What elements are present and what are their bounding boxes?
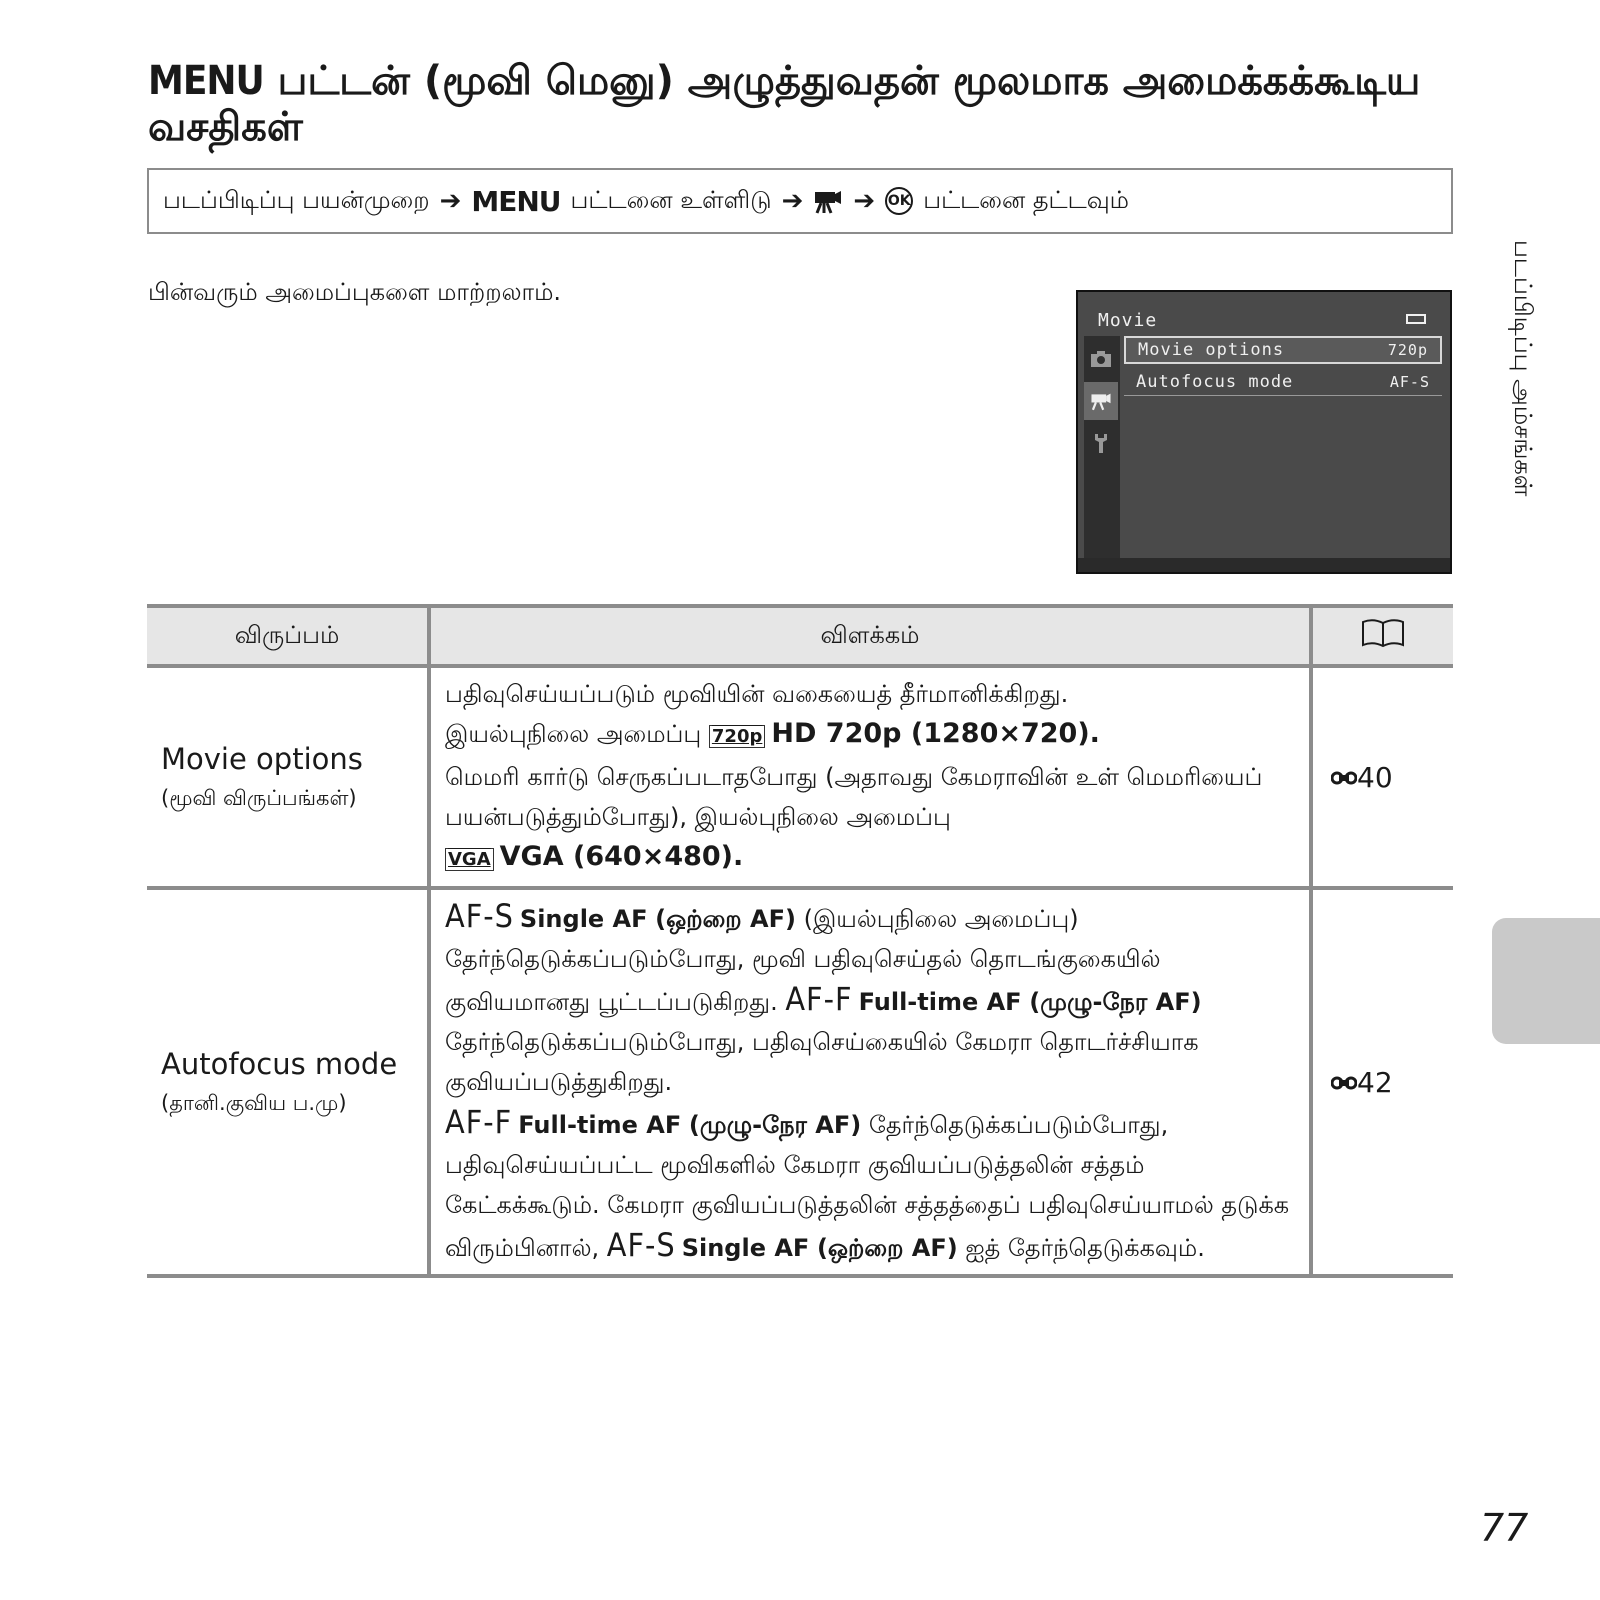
desc-bold: Full-time AF (858, 988, 1022, 1016)
nav-step-shooting-mode: படப்பிடிப்பு பயன்முறை (163, 185, 430, 214)
table-header-row (147, 606, 1453, 666)
ok-button-icon: OK (885, 187, 913, 215)
desc-paragraph (445, 896, 1299, 1102)
reference-link-icon (1331, 1066, 1357, 1099)
vga-icon: VGA (445, 848, 494, 871)
camera-menu-row-label: Autofocus mode (1136, 371, 1294, 392)
af-s-icon: AF-S (445, 897, 514, 935)
table-row (147, 888, 1453, 1276)
desc-text: (இயல்புநிலை அமைப்பு) (803, 905, 1079, 933)
header-option: விருப்பம் (147, 606, 429, 666)
page-title (148, 58, 1438, 150)
camera-menu-title: Movie (1098, 310, 1158, 331)
option-name: Autofocus mode (161, 1046, 398, 1081)
hd720-icon: 720p (709, 725, 765, 748)
desc-text: தேர்ந்தெடுக்கப்படும்போது, பதிவுசெய்யப்பட்ட மூவிகளில் கேமரா குவியப்படுத்தலின் சத்தம் கேட்கக்கூடும். கேமரா குவியப்படுத்தலின் சத்தத்தைப் பதிவுசெய்யாமல் தடுக்க விரும்பினால், (445, 1111, 1290, 1262)
shooting-menu-tab-icon (1084, 340, 1118, 378)
battery-icon (1406, 314, 1426, 324)
description-cell (429, 888, 1311, 1276)
af-s-icon: AF-S (606, 1226, 676, 1264)
desc-bold: Single AF (519, 905, 648, 933)
desc-line: மெமரி கார்டு செருகப்படாதபோது (அதாவது கேமராவின் உள் மெமரியைப் பயன்படுத்தும்போது), இயல்புநிலை அமைப்பு (445, 763, 1263, 831)
title-text: பட்டன் (மூவி மெனு) அழுத்துவதன் மூலமாக அமைக்கக்கூடிய வசதிகள் (148, 58, 1421, 150)
desc-bold: (ஒற்றை AF) (655, 905, 796, 933)
option-name-tamil: (மூவி விருப்பங்கள்) (161, 785, 357, 810)
desc-text: ஐத் தேர்ந்தெடுக்கவும். (965, 1234, 1205, 1262)
desc-bold: Full-time AF (518, 1111, 682, 1139)
camera-menu-screenshot (1076, 290, 1452, 574)
reference-link-icon (1331, 761, 1357, 794)
arrow-right-icon: ➔ (781, 186, 804, 216)
reference-cell (1311, 666, 1453, 888)
header-description: விளக்கம் (429, 606, 1311, 666)
reference-page: 40 (1357, 760, 1393, 794)
movie-menu-tab-icon (1084, 382, 1118, 420)
movie-camera-icon (813, 188, 843, 214)
settings-table (147, 604, 1453, 1278)
desc-text: இயல்புநிலை அமைப்பு (445, 720, 702, 748)
camera-menu-row (1124, 336, 1442, 364)
desc-text: தேர்ந்தெடுக்கப்படும்போது, பதிவுசெய்கையில் கேமரா தொடர்ச்சியாக குவியப்படுத்துகிறது. (445, 1028, 1199, 1096)
nav-step-press-ok: பட்டனை தட்டவும் (923, 185, 1129, 214)
option-name-tamil: (தானி.குவிய ப.மு) (161, 1090, 347, 1115)
page-number: 77 (1480, 1506, 1529, 1550)
camera-menu-row-value: AF-S (1389, 372, 1430, 391)
desc-bold: (ஒற்றை AF) (816, 1234, 958, 1262)
desc-bold: Single AF (681, 1234, 810, 1262)
camera-menu-row-label: Movie options (1138, 340, 1285, 360)
book-icon (1311, 606, 1453, 666)
nav-menu-keyword: MENU (471, 184, 561, 218)
desc-line (445, 837, 1299, 880)
option-cell (147, 666, 429, 888)
af-f-icon: AF-F (445, 1103, 513, 1141)
arrow-right-icon: ➔ (853, 186, 876, 216)
navigation-path (147, 168, 1453, 234)
section-side-label: படப்பிடிப்பு அம்சங்கள் (1509, 240, 1537, 497)
camera-menu-footer (1078, 558, 1450, 572)
desc-bold: (முழு-நேர AF) (1029, 988, 1202, 1016)
camera-menu-row-value: 720p (1387, 341, 1428, 359)
desc-bold: VGA (640×480). (499, 841, 744, 872)
nav-step-press-menu: பட்டனை உள்ளிடு (570, 185, 772, 214)
camera-menu-row (1124, 368, 1442, 396)
reference-page: 42 (1357, 1065, 1393, 1099)
intro-text: பின்வரும் அமைப்புகளை மாற்றலாம். (148, 278, 562, 306)
table-row (147, 666, 1453, 888)
desc-paragraph (445, 1102, 1299, 1268)
desc-bold: (முழு-நேர AF) (688, 1111, 862, 1139)
desc-bold: HD 720p (1280×720). (771, 718, 1100, 749)
option-cell (147, 888, 429, 1276)
arrow-right-icon: ➔ (439, 186, 462, 216)
menu-keyword: MENU (148, 58, 264, 104)
section-thumb-tab (1492, 918, 1600, 1044)
desc-text: தேர்ந்தெடுக்கப்படும்போது, மூவி பதிவுசெய்தல் தொடங்குகையில் குவியமானது பூட்டப்படுகிறது. (445, 945, 1161, 1016)
setup-menu-tab-icon (1084, 424, 1118, 462)
af-f-icon: AF-F (785, 980, 853, 1018)
desc-line (445, 714, 1299, 757)
desc-line: பதிவுசெய்யப்படும் மூவியின் வகையைத் தீர்மானிக்கிறது. (445, 680, 1069, 708)
reference-cell (1311, 888, 1453, 1276)
description-cell (429, 666, 1311, 888)
option-name: Movie options (161, 741, 363, 776)
